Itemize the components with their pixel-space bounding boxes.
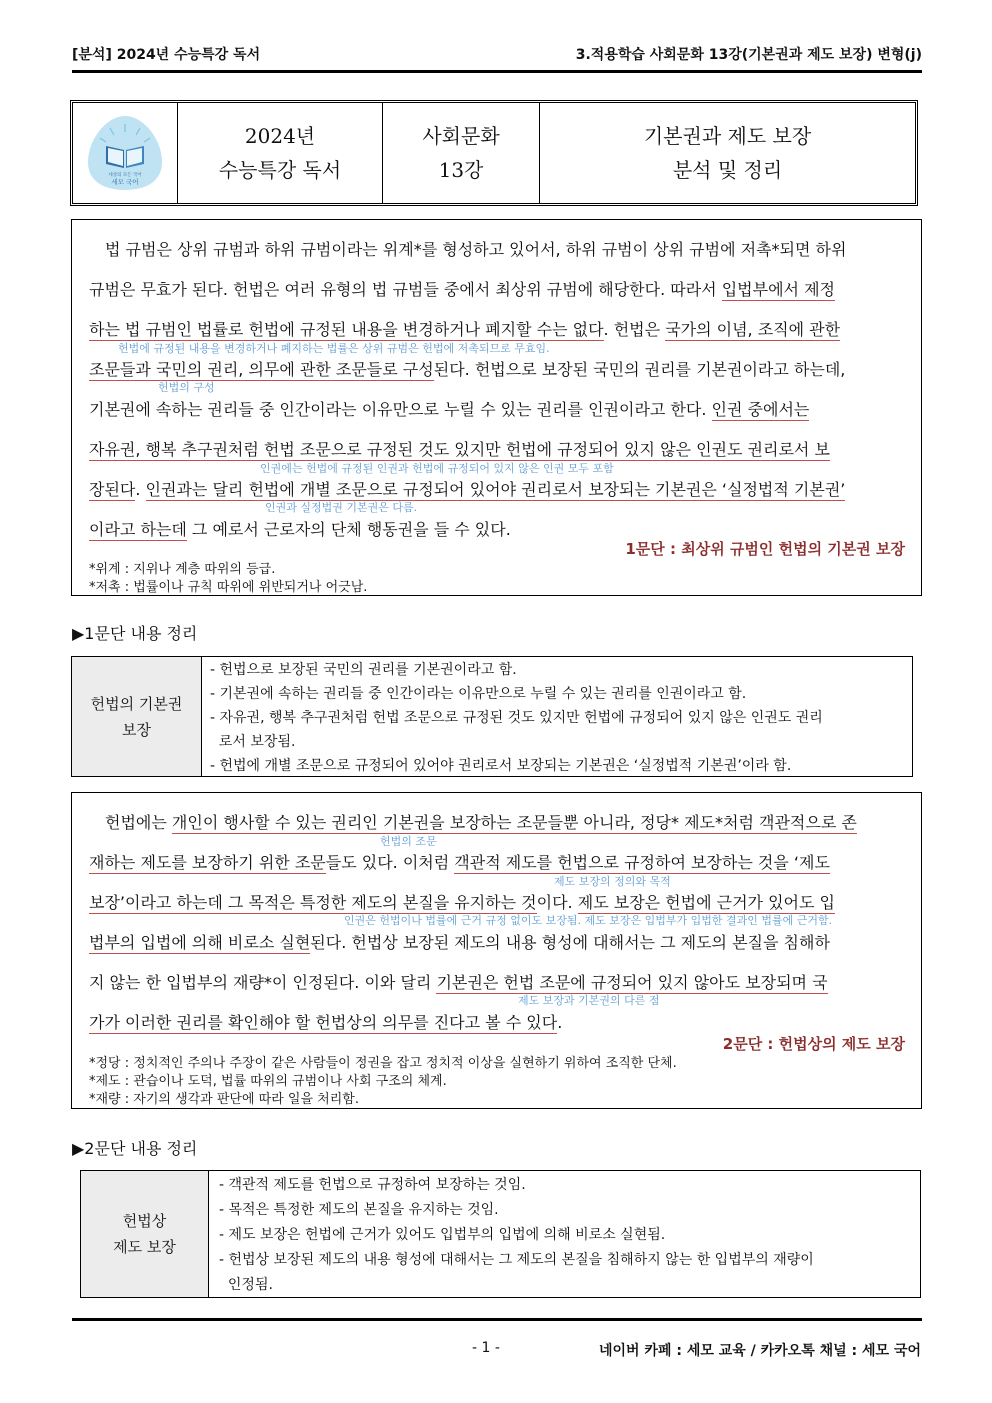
p2-annotation-4: 제도 보장과 기본권의 다른 점 — [518, 994, 660, 1007]
section-2-body — [209, 1171, 920, 1297]
footer-channel: 네이버 카페 : 세모 교육 / 카카오톡 채널 : 세모 국어 — [598, 1343, 921, 1359]
p2-annotation-2: 제도 보장의 정의와 목적 — [554, 875, 671, 888]
p2-footnote-1: *정당 : 정치적인 주의나 주장이 같은 사람들이 정권을 잡고 정치적 이상을 실현하기 위하여 조직한 단체. — [89, 1056, 677, 1071]
p2-underline: 개인이 행사할 수 있는 권리인 기본권을 보장하는 조문들뿐 아니라, 정당* 제도*처럼 객관적으로 존 — [171, 813, 857, 832]
section-1-label-line: 보장 — [122, 720, 151, 739]
p2-annotation-1: 헌법의 조문 — [380, 835, 437, 848]
title-cell-unit — [383, 103, 540, 203]
section-2-label-line: 제도 보장 — [113, 1238, 176, 1256]
section-2-label — [81, 1171, 209, 1297]
p2-text: 이다. — [536, 893, 578, 912]
p1-text: 기본권에 속하는 권리들 중 인간이라는 이유만으로 누릴 수 있는 권리를 인권이라고 한다. — [89, 400, 712, 419]
section-1-row: - 헌법에 개별 조문으로 규정되어 있어야 권리로서 보장되는 기본권은 ‘실정법적 기본권’이라 함. — [210, 758, 792, 774]
p2-text: 들도 있다. 이처럼 — [325, 853, 455, 872]
p2-footnote-3: *재량 : 자기의 생각과 판단에 따라 일을 처리함. — [89, 1092, 359, 1107]
p1-underline: 인권 중에서는 — [711, 400, 810, 419]
section-2-table — [80, 1170, 921, 1298]
p2-underline: 제도 보장은 헌법에 근거가 있어도 입 — [577, 893, 836, 912]
p2-line-3 — [89, 890, 835, 913]
section-2-row: 인정됨. — [219, 1277, 273, 1293]
section-2-row: - 헌법상 보장된 제도의 내용 형성에 대해서는 그 제도의 본질을 침해하지 않는 한 입법부의 재량이 — [219, 1252, 814, 1268]
p2-summary: 2문단 : 헌법상의 제도 보장 — [722, 1035, 905, 1053]
p1-underline: 장된다 — [89, 480, 136, 499]
p1-underline: 이라고 하는데 — [89, 520, 187, 539]
p2-line-6 — [89, 1010, 562, 1033]
p1-footnote-1: *위계 : 지위나 계층 따위의 등급. — [89, 562, 276, 577]
p1-underline: 인권과는 달리 헌법에 개별 조문으로 규정되어 있어야 권리로서 보장되는 기본권은 ‘실정법적 기본권’ — [145, 480, 846, 499]
p2-underline: 법부의 입법에 의해 비로소 실현 — [89, 933, 311, 952]
section-1-title: ▶1문단 내용 정리 — [72, 624, 198, 643]
p1-underline: 국가의 이념, 조직에 관한 — [665, 320, 841, 339]
p2-text: . — [557, 1013, 563, 1032]
p2-footnote-2: *제도 : 관습이나 도덕, 법률 따위의 규범이나 사회 구조의 체계. — [89, 1074, 447, 1089]
p1-text: . 헌법은 — [603, 320, 666, 339]
p2-underline: 보장’이라고 하는데 그 목적은 특정한 제도의 본질을 유지하는 것 — [89, 893, 537, 912]
section-1-label — [72, 657, 202, 776]
title-year: 2024년 — [244, 124, 316, 148]
p1-line-8 — [89, 517, 511, 540]
section-1-body — [202, 657, 912, 776]
passage-1-box — [71, 219, 922, 596]
section-2-row: - 목적은 특정한 제도의 본질을 유지하는 것임. — [219, 1202, 499, 1218]
section-2-label-line: 헌법상 — [122, 1212, 167, 1230]
p1-annotation-3: 인권에는 헌법에 규정된 인권과 헌법에 규정되어 있지 않은 인권 모두 포함 — [260, 462, 614, 475]
page-number: - 1 - — [472, 1340, 500, 1356]
p1-annotation-4: 인권과 실정법권 기본권은 다름. — [265, 501, 418, 514]
logo-text: 세모 국어 — [111, 178, 139, 186]
title-table — [70, 100, 918, 206]
p1-line-5 — [89, 397, 809, 420]
header-right: 3.적용학습 사회문화 13강(기본권과 제도 보장) 변형(j) — [575, 47, 922, 63]
p2-text: 지 않는 한 입법부의 재량*이 인정된다. 이와 달리 — [89, 973, 437, 992]
p1-line-2 — [89, 277, 835, 300]
title-analysis: 분석 및 정리 — [672, 158, 783, 182]
section-1-table — [71, 656, 913, 777]
section-1-row: - 자유권, 행복 추구권처럼 헌법 조문으로 규정된 것도 있지만 헌법에 규정되어 있지 않은 인권도 권리 — [210, 710, 823, 726]
p1-underline: 입법부에서 제정 — [721, 280, 835, 299]
p1-line-1: 법 규범은 상위 규범과 하위 규범이라는 위계*를 형성하고 있어서, 하위 규범이 상위 규범에 저촉*되면 하위 — [105, 240, 847, 259]
section-2-row: - 제도 보장은 헌법에 근거가 있어도 입법부의 입법에 의해 비로소 실현됨. — [219, 1227, 666, 1243]
p1-text: 규범은 무효가 된다. 헌법은 여러 유형의 법 규범들 중에서 최상위 규범에 해당한다. 따라서 — [89, 280, 722, 299]
p1-text: 된다. 헌법으로 보장된 국민의 권리를 기본권이라고 하는데, — [433, 360, 846, 379]
p1-annotation-2: 헌법의 구성 — [158, 381, 215, 394]
p1-line-4 — [89, 357, 845, 380]
section-1-row: - 기본권에 속하는 권리들 중 인간이라는 이유만으로 누릴 수 있는 권리를 인권이라고 함. — [210, 686, 747, 702]
passage-2-box — [71, 792, 922, 1109]
title-subject: 사회문화 — [422, 124, 500, 148]
section-2-row: - 객관적 제도를 헌법으로 규정하여 보장하는 것임. — [219, 1177, 526, 1193]
p2-annotation-3: 인권은 헌법이나 법률에 근거 규정 없이도 보장됨. 제도 보장은 입법부가 입법한 결과인 법률에 근거함. — [344, 914, 833, 927]
section-1-row: 로서 보장됨. — [210, 734, 296, 750]
p1-text: 그 예로서 근로자의 단체 행동권을 들 수 있다. — [186, 520, 511, 539]
p1-annotation-1: 헌법에 규정된 내용을 변경하거나 폐지하는 법률은 상위 규범은 헌법에 저촉되므로 무효임. — [118, 342, 550, 355]
book-logo-icon — [82, 110, 168, 196]
title-topic: 기본권과 제도 보장 — [643, 124, 812, 148]
p1-line-3 — [89, 317, 840, 340]
p1-underline: 조문들과 국민의 권리, 의무에 관한 조문들로 구성 — [89, 360, 434, 379]
p1-underline: 하는 법 규범인 법률로 헌법에 규정된 내용을 변경하거나 폐지할 수는 없다 — [89, 320, 604, 339]
p2-text: 된다. 헌법상 보장된 제도의 내용 형성에 대해서는 그 제도의 본질을 침해하 — [310, 933, 830, 952]
footer-rule — [72, 1318, 922, 1321]
p1-summary: 1문단 : 최상위 규범인 헌법의 기본권 보장 — [625, 540, 905, 558]
p1-line-6 — [89, 437, 830, 460]
title-lesson: 13강 — [438, 158, 484, 182]
header-left: [분석] 2024년 수능특강 독서 — [72, 47, 261, 63]
section-2-title: ▶2문단 내용 정리 — [72, 1139, 198, 1158]
title-book: 수능특강 독서 — [218, 158, 342, 182]
p2-line-2 — [89, 850, 830, 873]
p2-line-5 — [89, 970, 828, 993]
section-1-row: - 헌법으로 보장된 국민의 권리를 기본권이라고 함. — [210, 662, 517, 678]
p2-line-4 — [89, 930, 830, 953]
p2-underline: 가가 이러한 권리를 확인해야 할 헌법상의 의무를 진다고 볼 수 있다 — [89, 1013, 558, 1032]
p2-underline: 재하는 제도를 보장하기 위한 조문 — [89, 853, 326, 872]
p2-underline: 객관적 제도를 헌법으로 규정하여 보장하는 것을 ‘제도 — [454, 853, 830, 872]
p1-line-7 — [89, 477, 845, 500]
p1-text: . — [135, 480, 146, 499]
p1-footnote-2: *저촉 : 법률이나 규칙 따위에 위반되거나 어긋남. — [89, 580, 368, 595]
header-rule — [72, 70, 922, 73]
logo-subtext: 세상의 모든 국어 — [108, 173, 142, 178]
p1-underline: 자유권, 행복 추구권처럼 헌법 조문으로 규정된 것도 있지만 헌법에 규정되어 있지 않은 인권도 권리로서 보 — [89, 440, 830, 459]
section-1-label-line: 헌법의 기본권 — [90, 694, 183, 713]
title-cell-book — [178, 103, 383, 203]
p2-text: 헌법에는 — [105, 813, 172, 832]
title-cell-topic — [540, 103, 915, 203]
p2-underline: 기본권은 헌법 조문에 규정되어 있지 않아도 보장되며 국 — [436, 973, 828, 992]
logo-cell — [73, 103, 178, 203]
p2-line-1 — [105, 810, 857, 833]
